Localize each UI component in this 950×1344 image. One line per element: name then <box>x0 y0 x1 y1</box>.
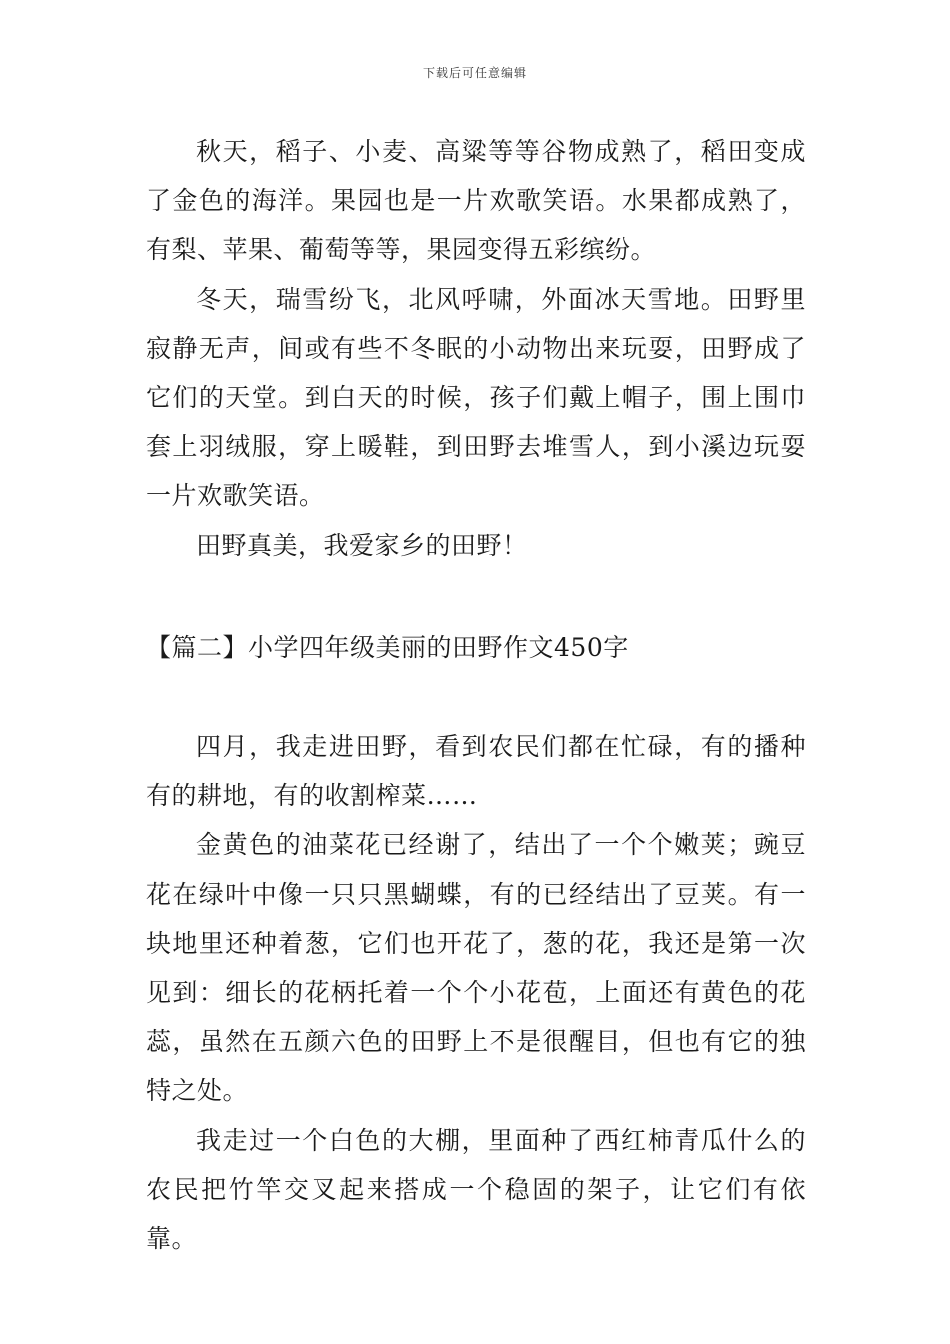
paragraph-greenhouse: 我走过一个白色的大棚，里面种了西红柿青瓜什么的农民把竹竿交叉起来搭成一个稳固的架子，让它们有依靠。 <box>146 1125 806 1254</box>
header-note: 下载后可任意编辑 <box>422 66 527 80</box>
paragraph-flowers: 金黄色的油菜花已经谢了，结出了一个个嫩荚；豌豆花在绿叶中像一只只黑蝴蝶，有的已经结出了豆荚。有一块地里还种着葱，它们也开花了，葱的花，我还是第一次见到：细长的花柄托着一个个小花苞，上面还有黄色的花蕊，虽然在五颜六色的田野上不是很醒目，但也有它的独特之处。 <box>146 830 806 1106</box>
section-heading: 【篇二】小学四年级美丽的田野作文450字 <box>146 633 629 662</box>
section-2-heading-block <box>146 623 806 672</box>
section-2 <box>146 722 806 1263</box>
paragraph-april: 四月，我走进田野，看到农民们都在忙碌，有的播种有的耕地，有的收割榨菜…… <box>146 732 806 811</box>
paragraph-winter: 冬天，瑞雪纷飞，北风呼啸，外面冰天雪地。田野里寂静无声，间或有些不冬眠的小动物出来玩耍，田野成了它们的天堂。到白天的时候，孩子们戴上帽子，围上围巾套上羽绒服，穿上暖鞋，到田野去堆雪人，到小溪边玩耍一片欢歌笑语。 <box>146 284 806 511</box>
section-1 <box>146 127 806 570</box>
paragraph-conclusion: 田野真美，我爱家乡的田野！ <box>196 530 528 560</box>
paragraph-autumn: 秋天，稻子、小麦、高粱等等谷物成熟了，稻田变成了金色的海洋。果园也是一片欢歌笑语。水果都成熟了，有梨、苹果、葡萄等等，果园变得五彩缤纷。 <box>146 137 806 265</box>
